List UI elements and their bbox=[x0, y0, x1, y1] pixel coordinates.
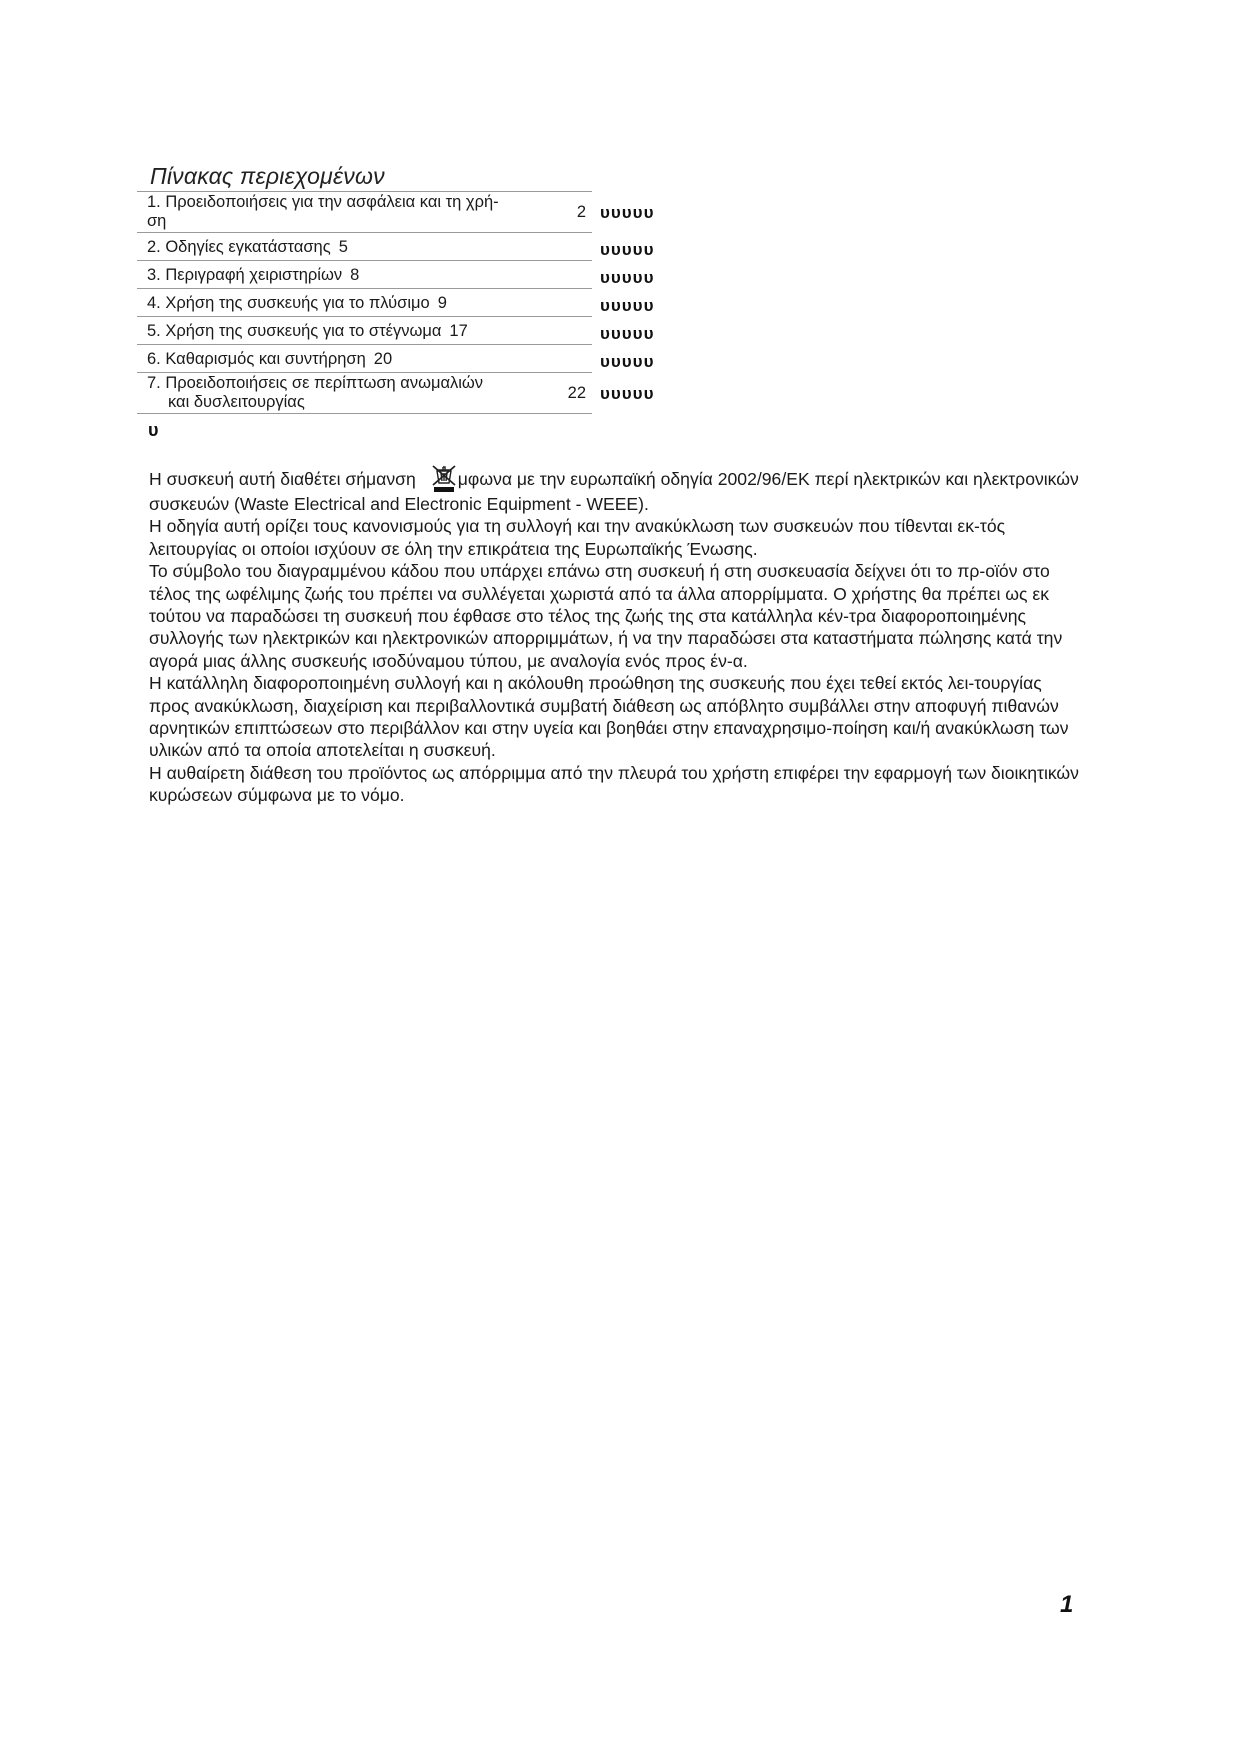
toc-entry-6[interactable] bbox=[137, 344, 655, 372]
table-of-contents bbox=[137, 191, 655, 414]
toc-entry-text: 2. Οδηγίες εγκατάστασης bbox=[147, 238, 331, 256]
toc-entry-4[interactable] bbox=[137, 288, 655, 316]
toc-entry-text-cont: και δυσλειτουργίας bbox=[168, 393, 305, 411]
toc-entry-text: 7. Προειδοποιήσεις σε περίπτωση ανωμαλιών bbox=[147, 374, 484, 392]
toc-entry-2[interactable] bbox=[137, 232, 655, 260]
toc-marker: υυυυυ bbox=[600, 384, 655, 403]
toc-page-number: 17 bbox=[449, 322, 468, 340]
weee-paragraph-4: Η κατάλληλη διαφοροποιημένη συλλογή και η ακόλουθη προώθηση της συσκευής που έχει τεθεί εκτός λει-τουργίας προς ανακύκλωση, διαχείριση και περιβαλλοντικά συμβατή διάθεση ως απόβλητο συμβάλλει στην αποφυγή πιθανών αρνητικών επιπτώσεων στο περιβάλλον και στην υγεία και βοηθάει στην επαναχρησιμο-ποίηση και/ή ανακύκλωση των υλικών από τα οποία αποτελείται η συσκευή. bbox=[149, 673, 1069, 761]
weee-paragraph-1-start: Η συσκευή αυτή διαθέτει σήμανση bbox=[149, 469, 416, 489]
stray-glyph: υ bbox=[148, 420, 159, 440]
toc-page-number: 20 bbox=[373, 350, 393, 368]
toc-entry-text: 3. Περιγραφή χειριστηρίων bbox=[147, 266, 343, 284]
toc-heading: Πίνακας περιεχομένων bbox=[150, 163, 385, 189]
crossed-out-wheelie-bin-icon bbox=[430, 463, 458, 493]
toc-marker: υυυυυ bbox=[600, 324, 655, 343]
weee-paragraph-1-end: μφωνα με την ευρωπαϊκή οδηγία 2002/96/ΕΚ περί ηλεκτρικών και ηλεκτρονικών συσκευών (Waste Electrical and Electronic Equipment - WEEE). bbox=[149, 469, 1079, 514]
toc-entry-5[interactable] bbox=[137, 316, 655, 344]
toc-page-number: 22 bbox=[567, 384, 586, 402]
toc-entry-3[interactable] bbox=[137, 260, 655, 288]
toc-entry-text: 1. Προειδοποιήσεις για την ασφάλεια και τη χρή- bbox=[147, 193, 499, 211]
toc-entry-7[interactable] bbox=[137, 372, 655, 414]
toc-page-number: 2 bbox=[576, 203, 586, 221]
toc-page-number: 9 bbox=[437, 294, 447, 312]
toc-marker: υυυυυ bbox=[600, 203, 655, 222]
weee-paragraph-3: Το σύμβολο του διαγραμμένου κάδου που υπάρχει επάνω στη συσκευή ή στη συσκευασία δείχνει ότι το πρ-οϊόν στο τέλος της ωφέλιμης ζωής του πρέπει να συλλέγεται χωριστά από τα άλλα απορρίμματα. Ο χρήστης θα πρέπει ως εκ τούτου να παραδώσει τη συσκευή που έφθασε στο τέλος της ζωής της στα κατάλληλα κέν-τρα διαφοροποιημένης συλλογής των ηλεκτρικών και ηλεκτρονικών απορριμμάτων, ή να την παραδώσει στα καταστήματα πώλησης κατά την αγορά μιας άλλης συσκευής ισοδύναμου τύπου, με αναλογία ενός προς έν-α. bbox=[149, 561, 1063, 671]
weee-paragraph-5: Η αυθαίρετη διάθεση του προϊόντος ως απόρριμμα από την πλευρά του χρήστη επιφέρει την εφαρμογή των διοικητικών κυρώσεων σύμφωνα με το νόμο. bbox=[149, 762, 1079, 806]
toc-page-number: 5 bbox=[338, 238, 348, 256]
weee-paragraph-1 bbox=[149, 463, 1079, 515]
toc-page-number: 8 bbox=[350, 266, 360, 284]
toc-entry-text: 5. Χρήση της συσκευής για το στέγνωμα bbox=[147, 322, 442, 340]
page-number: 1 bbox=[1060, 1591, 1074, 1618]
toc-entry-1[interactable] bbox=[137, 191, 655, 232]
toc-entry-text: 6. Καθαρισμός και συντήρηση bbox=[147, 350, 366, 368]
toc-marker: υυυυυ bbox=[600, 240, 655, 259]
toc-marker: υυυυυ bbox=[600, 268, 655, 287]
toc-marker: υυυυυ bbox=[600, 352, 655, 371]
toc-entry-text: 4. Χρήση της συσκευής για το πλύσιμο bbox=[147, 294, 430, 312]
weee-paragraph-2: Η οδηγία αυτή ορίζει τους κανονισμούς για τη συλλογή και την ανακύκλωση των συσκευών που τίθενται εκ-τός λειτουργίας οι οποίοι ισχύουν σε όλη την επικράτεια της Ευρωπαϊκής Ένωσης. bbox=[149, 516, 1006, 559]
toc-entry-text-cont: ση bbox=[147, 212, 167, 230]
weee-notice bbox=[149, 463, 1079, 807]
toc-marker: υυυυυ bbox=[600, 296, 655, 315]
